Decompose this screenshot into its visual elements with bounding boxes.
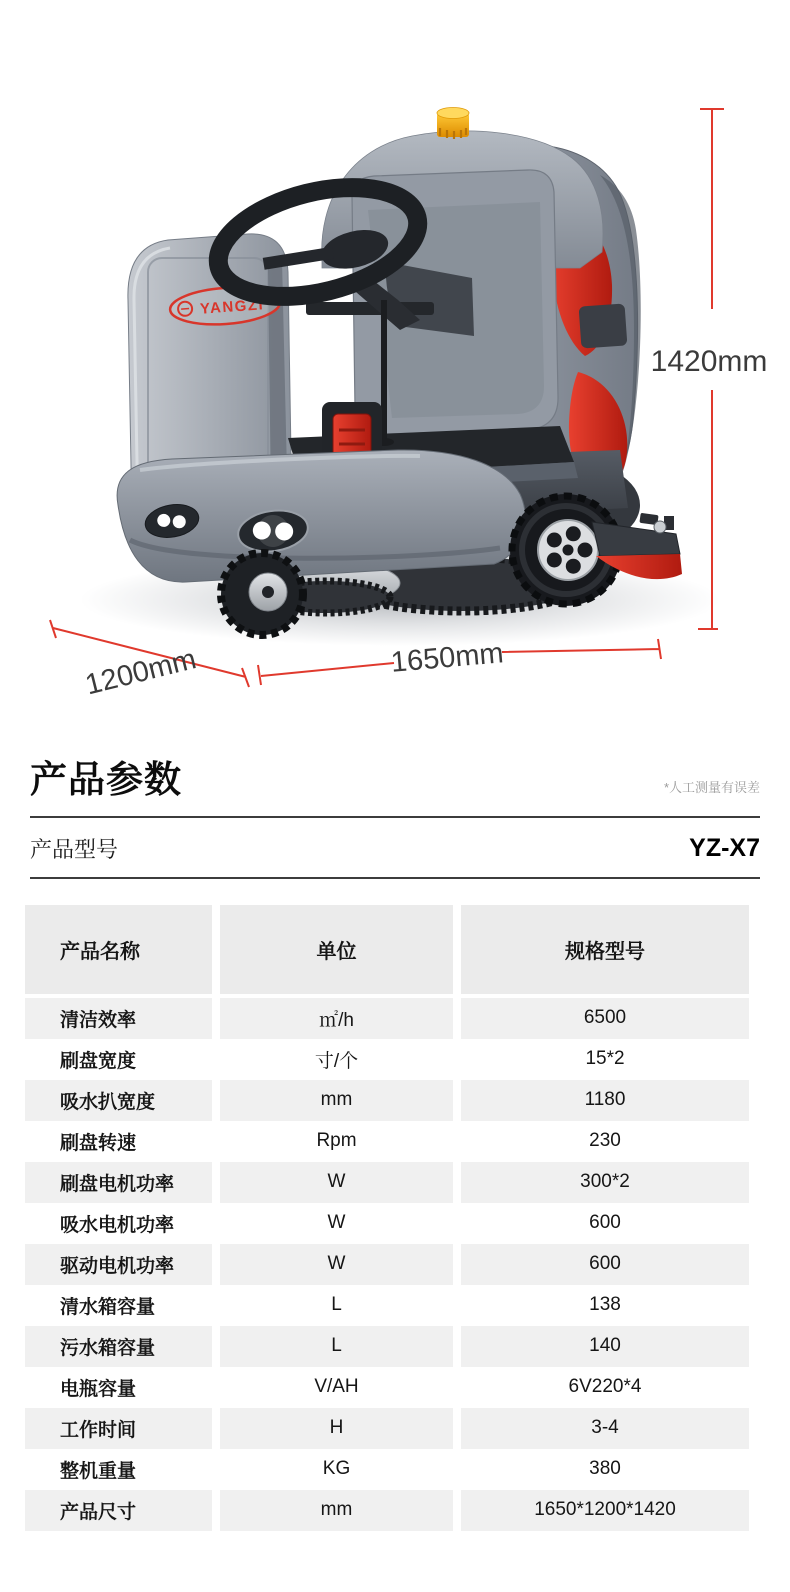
spec-value: 6V220*4 bbox=[568, 1376, 642, 1398]
spec-name: 驱动电机功率 bbox=[25, 1244, 212, 1285]
spec-table-header bbox=[25, 905, 749, 994]
page-title: 产品参数 bbox=[30, 759, 182, 800]
spec-unit: W bbox=[327, 1212, 346, 1234]
spec-name: 刷盘转速 bbox=[60, 1132, 137, 1154]
spec-unit: mm bbox=[220, 1490, 453, 1531]
spec-value: 600 bbox=[589, 1212, 621, 1234]
spec-unit: L bbox=[220, 1326, 453, 1367]
table-row bbox=[25, 1367, 749, 1408]
spec-name: 污水箱容量 bbox=[25, 1326, 212, 1367]
spec-name: 整机重量 bbox=[60, 1460, 137, 1482]
spec-name: 清洁效率 bbox=[25, 998, 212, 1039]
table-row bbox=[25, 1121, 749, 1162]
spec-unit: ㎡/h bbox=[220, 998, 453, 1039]
spec-name: 吸水电机功率 bbox=[60, 1214, 175, 1236]
table-row bbox=[25, 1039, 749, 1080]
spec-table bbox=[25, 905, 749, 1531]
height-dimension-label: 1420mm bbox=[650, 345, 768, 378]
model-label: 产品型号 bbox=[30, 836, 119, 862]
machine-illustration bbox=[0, 0, 790, 740]
spec-value: 15*2 bbox=[585, 1048, 625, 1070]
spec-name: 产品尺寸 bbox=[25, 1490, 212, 1531]
table-row bbox=[25, 1490, 749, 1531]
spec-value: 600 bbox=[461, 1244, 749, 1285]
header-unit: 单位 bbox=[220, 905, 453, 994]
header-spec: 规格型号 bbox=[461, 905, 749, 994]
spec-name: 吸水扒宽度 bbox=[25, 1080, 212, 1121]
spec-unit: L bbox=[331, 1294, 342, 1316]
table-row bbox=[25, 1285, 749, 1326]
spec-name: 清水箱容量 bbox=[60, 1296, 156, 1318]
width-dimension-label: 1200mm bbox=[82, 643, 200, 702]
spec-unit: KG bbox=[322, 1458, 351, 1480]
spec-name: 刷盘宽度 bbox=[60, 1050, 137, 1072]
front-bumper bbox=[117, 450, 525, 582]
measurement-note: *人工测量有误差 bbox=[663, 779, 760, 795]
spec-unit: 寸/个 bbox=[314, 1050, 359, 1072]
spec-unit: H bbox=[220, 1408, 453, 1449]
spec-unit: mm bbox=[220, 1080, 453, 1121]
spec-section bbox=[30, 740, 760, 879]
spec-name: 工作时间 bbox=[25, 1408, 212, 1449]
header-product-name: 产品名称 bbox=[25, 905, 212, 994]
spec-unit: W bbox=[220, 1244, 453, 1285]
spec-value: 138 bbox=[589, 1294, 621, 1316]
spec-value: 6500 bbox=[461, 998, 749, 1039]
table-row bbox=[25, 1203, 749, 1244]
spec-unit: W bbox=[220, 1162, 453, 1203]
table-row bbox=[25, 1326, 749, 1367]
spec-value: 3-4 bbox=[461, 1408, 749, 1449]
spec-unit: Rpm bbox=[316, 1130, 357, 1152]
spec-name: 刷盘电机功率 bbox=[25, 1162, 212, 1203]
spec-value: 380 bbox=[589, 1458, 621, 1480]
spec-value: 230 bbox=[589, 1130, 621, 1152]
beacon-light bbox=[437, 108, 469, 140]
table-row bbox=[25, 1408, 749, 1449]
section-header bbox=[30, 740, 760, 818]
brand-logo: YANGZI bbox=[199, 296, 265, 318]
table-row bbox=[25, 998, 749, 1039]
front-caster-wheel bbox=[221, 553, 303, 635]
table-row bbox=[25, 1162, 749, 1203]
table-row bbox=[25, 1244, 749, 1285]
product-hero bbox=[0, 0, 790, 740]
spec-value: 300*2 bbox=[461, 1162, 749, 1203]
spec-unit: V/AH bbox=[314, 1376, 359, 1398]
table-row bbox=[25, 1449, 749, 1490]
model-value: YZ-X7 bbox=[689, 833, 760, 862]
length-dimension-label: 1650mm bbox=[389, 637, 505, 679]
table-row bbox=[25, 1080, 749, 1121]
spec-name: 电瓶容量 bbox=[60, 1378, 137, 1400]
spec-value: 1650*1200*1420 bbox=[461, 1490, 749, 1531]
spec-value: 1180 bbox=[461, 1080, 749, 1121]
spec-table-body bbox=[25, 998, 749, 1531]
model-row bbox=[30, 818, 760, 879]
spec-value: 140 bbox=[461, 1326, 749, 1367]
